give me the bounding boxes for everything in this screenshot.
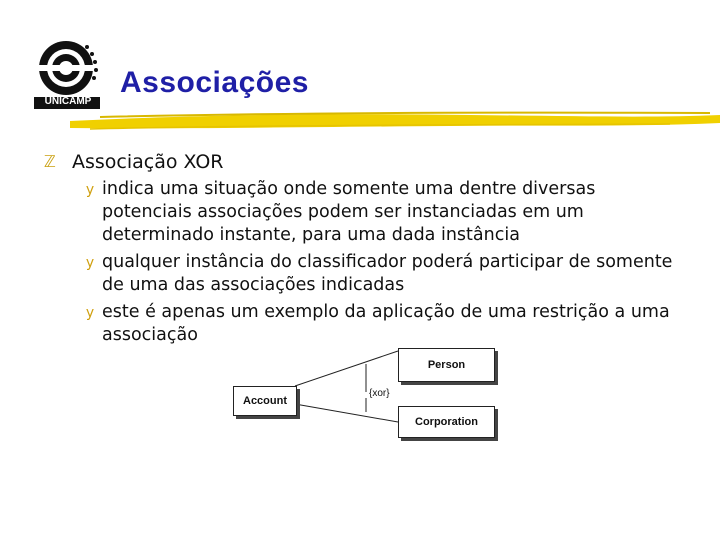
class-corporation: Corporation [398,406,495,438]
uml-xor-diagram [228,342,498,442]
bullet-z-icon: ℤ [44,152,56,171]
unicamp-logo [30,38,110,110]
xor-constraint-label: {xor} [369,388,390,399]
bullet-y-icon: y [85,255,95,271]
bullet-y-icon: y [85,305,95,321]
bullet-y-icon: y [85,182,95,198]
class-person: Person [398,348,495,382]
logo-text: UNICAMP [44,96,92,107]
bullet-item [44,301,684,347]
bullet-heading: Associação XOR [72,151,224,173]
bullet-text: este é apenas um exemplo da aplicação de uma restrição a uma associação [102,302,670,345]
bullet-item [44,178,684,247]
bullet-list [44,150,684,347]
page-title: Associações [120,66,309,99]
bullet-text: qualquer instância do classificador poderá participar de somente de uma das associações indicadas [102,252,673,295]
bullet-item [44,251,684,297]
bullet-text: indica uma situação onde somente uma dentre diversas potenciais associações podem ser instanciadas em um determinado instante, para uma dada instância [102,179,596,245]
title-underline [70,103,720,133]
class-account: Account [233,386,297,416]
bullet-level1 [44,150,684,174]
